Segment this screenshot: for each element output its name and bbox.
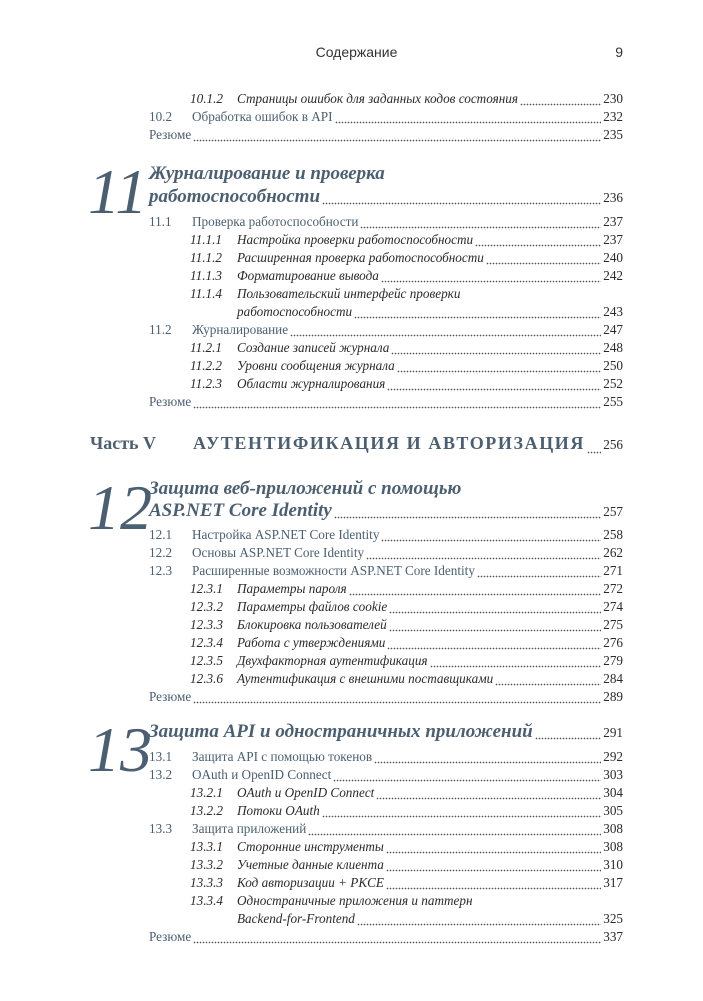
entry-number: 13.3.1 [190,839,223,854]
entry-page: 235 [603,127,623,142]
toc-entry[interactable] [190,652,623,670]
entry-page: 308 [603,839,623,854]
dot-leader [397,357,601,375]
toc-entry[interactable] [149,108,623,126]
entry-page: 232 [603,109,623,124]
entry-title: OAuth и OpenID Connect [237,785,375,800]
dot-leader [386,856,601,874]
dot-leader [334,499,601,523]
entry-page: 255 [603,394,623,409]
chapter-title-line1[interactable]: Защита веб-приложений с помощью [149,478,462,499]
entry-title: Проверка работоспособности [192,214,359,229]
entry-title: Обработка ошибок в API [192,109,333,124]
entry-page: 248 [603,340,623,355]
entry-page: 279 [603,653,623,668]
entry-number: 12.3 [149,563,173,578]
chapter-title-row[interactable] [149,499,623,523]
toc-entry[interactable] [190,598,623,616]
entry-number: 11.2.2 [190,358,222,373]
dot-leader [535,720,602,744]
entry-page: 272 [603,581,623,596]
toc-entry[interactable] [149,766,623,784]
dot-leader [335,108,602,126]
chapter-number: 13 [88,714,152,785]
chapter-title-line2: ASP.NET Core Identity [149,500,332,521]
dot-leader [193,688,601,706]
entry-page: 258 [603,527,623,542]
dot-leader [322,802,601,820]
entry-page: 304 [603,785,623,800]
entry-page: 292 [603,749,623,764]
entry-title: Резюме [149,929,192,944]
chapter-page: 236 [603,190,623,205]
dot-leader [430,652,602,670]
entry-number: 11.1.1 [190,232,222,247]
entry-page: 303 [603,767,623,782]
chapter-title-row[interactable] [149,720,623,744]
entry-page: 305 [603,803,623,818]
toc-entry[interactable] [190,90,623,108]
entry-number: 11.2 [149,322,172,337]
chapter-title-line1[interactable]: Журналирование и проверка [149,163,385,184]
toc-entry[interactable] [149,544,623,562]
chapter-title-line2: работоспособности [149,186,321,207]
entry-number: 11.1.4 [190,286,222,301]
entry-number: 12.3.5 [190,653,223,668]
entry-page: 308 [603,821,623,836]
entry-title: Основы ASP.NET Core Identity [192,545,365,560]
entry-number: 11.2.3 [190,376,222,391]
entry-title: Создание записей журнала [237,340,390,355]
dot-leader [587,433,601,459]
dot-leader [333,766,601,784]
entry-title: Области журналирования [237,376,386,391]
toc-entry[interactable] [190,375,623,393]
entry-title: Расширенные возможности ASP.NET Core Identity [192,563,475,578]
entry-page: 271 [603,563,623,578]
entry-title: Форматирование вывода [237,268,379,283]
entry-title: Настройка проверки работоспособности [237,232,474,247]
toc-entry[interactable] [190,838,623,856]
entry-title: Двухфакторная аутентификация [237,653,428,668]
dot-leader [477,562,601,580]
toc-entry[interactable] [190,357,623,375]
entry-number: 13.3.3 [190,875,223,890]
dot-leader [322,185,601,209]
toc-entry[interactable] [149,213,623,231]
entry-page: 240 [603,250,623,265]
header-title: Содержание [315,44,398,60]
entry-page: 325 [603,911,623,926]
dot-leader [389,598,601,616]
entry-title: Страницы ошибок для заданных кодов состояния [237,91,519,106]
toc-entry[interactable] [190,856,623,874]
entry-page: 242 [603,268,623,283]
entry-page: 237 [603,232,623,247]
toc-entry[interactable] [149,820,623,838]
header-page-number: 9 [615,44,623,60]
entry-number: 11.1.3 [190,268,222,283]
entry-number: 13.1 [149,749,173,764]
dot-leader [381,526,601,544]
entry-number: 12.3.6 [190,671,223,686]
entry-page: 247 [603,322,623,337]
dot-leader [193,126,601,144]
entry-page: 243 [603,304,623,319]
toc-entry[interactable] [190,670,623,688]
running-header [90,44,623,68]
chapter-title-row[interactable] [149,185,623,209]
entry-title-line1[interactable]: Одностраничные приложения и паттерн [237,893,473,908]
part-heading[interactable] [90,433,623,459]
entry-page: 274 [603,599,623,614]
entry-number: 11.2.1 [190,340,222,355]
entry-number: 12.3.1 [190,581,223,596]
entry-title: OAuth и OpenID Connect [192,767,332,782]
chapter-number: 12 [88,472,152,543]
entry-page: 310 [603,857,623,872]
entry-title: Блокировка пользователей [237,617,387,632]
entry-page: 230 [603,91,623,106]
entry-number: 13.2.1 [190,785,223,800]
entry-title: Настройка ASP.NET Core Identity [192,527,380,542]
toc-entry[interactable] [149,526,623,544]
entry-title: Защита API с помощью токенов [192,749,373,764]
entry-title: Параметры файлов cookie [237,599,388,614]
entry-title-line1[interactable]: Пользовательский интерфейс проверки [237,286,461,301]
entry-page: 284 [603,671,623,686]
dot-leader [386,838,601,856]
entry-page: 237 [603,214,623,229]
dot-leader [475,231,601,249]
dot-leader [495,670,601,688]
chapter-number: 11 [88,156,148,227]
dot-leader [360,213,601,231]
dot-leader [366,544,601,562]
entry-page: 250 [603,358,623,373]
toc-entry[interactable] [190,802,623,820]
chapter-title: Защита API и одностраничных приложений [149,721,533,742]
dot-leader [381,267,601,285]
entry-number: 12.3.3 [190,617,223,632]
entry-page: 289 [603,689,623,704]
toc-entry[interactable] [190,339,623,357]
toc-entry[interactable] [190,634,623,652]
entry-number: 13.2.2 [190,803,223,818]
entry-title: Расширенная проверка работоспособности [237,250,484,265]
entry-title: Резюме [149,394,192,409]
dot-leader [520,90,601,108]
toc-entry[interactable] [149,748,623,766]
entry-title: Сторонние инструменты [237,839,384,854]
dot-leader [308,820,601,838]
toc-entry[interactable] [149,321,623,339]
dot-leader [193,928,601,946]
dot-leader [193,393,601,411]
entry-title: работоспособности [237,304,353,319]
entry-title: Учетные данные клиента [237,857,384,872]
dot-leader [389,616,602,634]
dot-leader [357,910,601,928]
entry-page: 252 [603,376,623,391]
dot-leader [387,375,601,393]
toc-entry[interactable] [190,303,623,321]
entry-title: Аутентификация с внешними поставщиками [237,671,494,686]
dot-leader [376,784,601,802]
dot-leader [374,748,601,766]
chapter-page: 291 [603,725,623,740]
toc-entry-summary[interactable] [149,688,623,706]
toc-entry[interactable] [190,267,623,285]
entry-title: Защита приложений [192,821,307,836]
part-page: 256 [603,437,623,452]
entry-number: 11.1 [149,214,172,229]
toc-entry[interactable] [190,231,623,249]
entry-title: Резюме [149,689,192,704]
entry-number: 10.2 [149,109,173,124]
toc-entry-summary[interactable] [149,126,623,144]
entry-page: 275 [603,617,623,632]
entry-title: Код авторизации + PKCE [237,875,384,890]
toc-entry-summary[interactable] [149,928,623,946]
toc-entry[interactable] [190,580,623,598]
entry-title: Уровни сообщения журнала [237,358,395,373]
entry-title: Журналирование [192,322,289,337]
entry-number: 13.3 [149,821,173,836]
entry-number: 12.3.2 [190,599,223,614]
toc-entry[interactable] [190,616,623,634]
entry-number: 10.1.2 [190,91,223,106]
entry-title: Работа с утверждениями [237,635,386,650]
toc-entry[interactable] [190,874,623,892]
dot-leader [486,249,601,267]
entry-number: 12.1 [149,527,173,542]
toc-entry[interactable] [149,562,623,580]
dot-leader [387,634,601,652]
entry-page: 337 [603,929,623,944]
chapter-page: 257 [603,504,623,519]
dot-leader [354,303,601,321]
dot-leader [386,874,601,892]
entry-title: Параметры пароля [237,581,347,596]
entry-number: 11.1.2 [190,250,222,265]
dot-leader [391,339,601,357]
entry-page: 262 [603,545,623,560]
entry-page: 276 [603,635,623,650]
part-label: Часть V [90,433,157,453]
dot-leader [290,321,601,339]
entry-number: 13.3.4 [190,893,223,908]
entry-number: 12.3.4 [190,635,223,650]
entry-number: 13.3.2 [190,857,223,872]
toc-entry[interactable] [190,784,623,802]
entry-number: 12.2 [149,545,173,560]
entry-title: Резюме [149,127,192,142]
toc-entry-summary[interactable] [149,393,623,411]
dot-leader [349,580,602,598]
entry-number: 13.2 [149,767,173,782]
entry-title: Потоки OAuth [237,803,320,818]
entry-title: Backend-for-Frontend [237,911,355,926]
toc-entry[interactable] [190,249,623,267]
toc-entry[interactable] [190,910,623,928]
part-title: АУТЕНТИФИКАЦИЯ И АВТОРИЗАЦИЯ [193,433,585,453]
entry-page: 317 [603,875,623,890]
